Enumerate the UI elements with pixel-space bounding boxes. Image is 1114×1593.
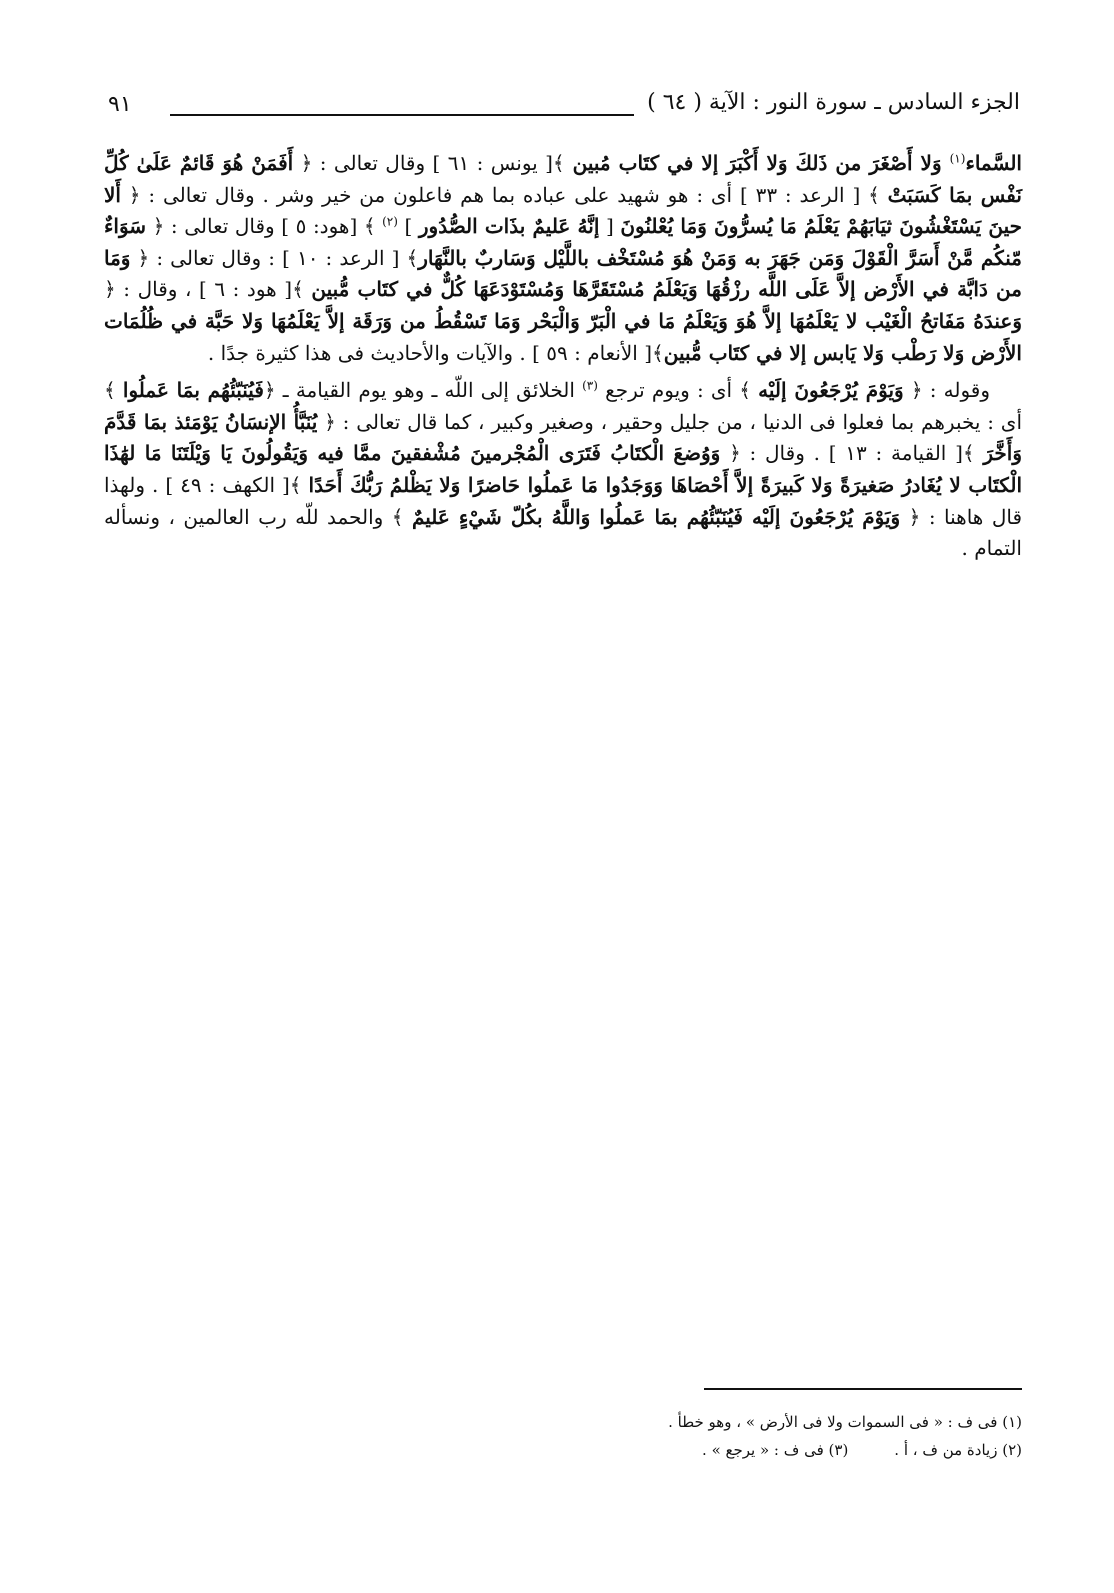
commentary-text: ﴾[ الأنعام : ٥٩ ] . والآيات والأحاديث فى هذا كثيرة جدًا . xyxy=(207,340,664,365)
commentary-text: الخلائق إلى اللّه ـ وهو يوم القيامة ـ ﴿ xyxy=(263,378,583,403)
commentary-text: ﴾ [ الرعد : ٣٣ ] أى : هو شهيد على عباده بما هم فاعلون من خير وشر . وقال تعالى : ﴿ xyxy=(120,182,888,207)
quran-quote: وَلا أَصْغَرَ من ذَلكَ وَلا أَكْبَرَ إلا في كتَاب مُبين xyxy=(564,151,950,175)
footnote-rule xyxy=(704,1388,1022,1390)
footnote-row xyxy=(602,1436,1022,1464)
paragraph xyxy=(104,375,1022,565)
page-number: ٩١ xyxy=(108,92,132,117)
quran-quote: سَوَاءٌ مّنكُم مَّنْ أَسَرَّ الْقَوْلَ وَمَن جَهَرَ به وَمَنْ هُوَ مُسْتَخْف باللَّيْل وَسَاربٌ بالنَّهَار xyxy=(104,214,1022,270)
quran-quote: وَعندَهُ مَفَاتحُ الْغَيْب لا يَعْلَمُهَا إلاَّ هُوَ وَيَعْلَمُ مَا في الْبَرّ وَالْبَحْر وَمَا تَسْقُطُ من وَرَقَة إلاَّ يَعْلَمُهَا وَلا حَبَّة في ظُلُمَات الأَرْض وَلا رَطْب وَلا يَابس إلا في كتَاب مُّبين xyxy=(104,308,1022,365)
footnote-1: (١) فى ف : « فى السموات ولا فى الأرض » ، وهو خطأ . xyxy=(668,1413,1022,1431)
commentary-text: ﴾[ هود : ٦ ] ، وقال : ﴿ xyxy=(104,277,312,302)
commentary-text: ﴾[ القيامة : ١٣ ] . وقال : ﴿ xyxy=(720,441,984,466)
footnote-marker: (٢) xyxy=(382,214,398,229)
header-title: الجزء السادس ـ سورة النور : الآية ( ٦٤ ) xyxy=(647,90,1020,115)
quran-quote: وَيَوْمَ يُرْجَعُونَ إلَيْه xyxy=(758,378,904,403)
header-rule xyxy=(170,114,634,116)
commentary-text: ﴾ [ الرعد : ١٠ ] : وقال تعالى : ﴿ xyxy=(130,245,419,270)
body-text xyxy=(104,148,1022,565)
footnote-marker: (٣) xyxy=(582,378,598,393)
footnote-marker: (١) xyxy=(949,151,966,166)
commentary-text: ﴾ أى : يخبرهم بما فعلوا فى الدنيا ، من جليل وحقير ، وصغير وكبير ، كما قال تعالى : ﴿ xyxy=(104,378,1023,434)
quran-quote: إنَّهُ عَليمٌ بذَات الصُّدُور xyxy=(418,214,600,239)
commentary-text: ﴾[ يونس : ٦١ ] وقال تعالى : ﴿ xyxy=(293,151,565,175)
quran-quote: وَوُضعَ الْكتَابُ فَتَرَى الْمُجْرمينَ مُشْفقينَ ممَّا فيه وَيَقُولُونَ يَا وَيْلَتَنَا مَا لهَٰذَا الْكتَاب لا يُغَادرُ صَغيرَةً وَلا كَبيرَةً إلاَّ أَحْصَاهَا وَوَجَدُوا مَا عَملُوا حَاضرًا وَلا يَظْلمُ رَبُّكَ أَحَدًا xyxy=(104,441,1022,497)
quran-quote: أَفَمَنْ هُوَ قَائمٌ عَلَىٰ كُلِّ نَفْس بمَا كَسَبَتْ xyxy=(104,151,1022,207)
commentary-text: ﴾[ الكهف : ٤٩ ] . ولهذا قال هاهنا : ﴿ xyxy=(104,472,1022,529)
commentary-text: ] xyxy=(397,214,419,239)
quran-quote: يُنَبَّأُ الإنسَانُ يَوْمَئذ بمَا قَدَّمَ وَأَخَّرَ xyxy=(104,409,1022,466)
commentary-text: ﴾ أى : ويوم ترجع xyxy=(597,378,759,403)
commentary-text: ﴾ والحمد للّه رب العالمين ، ونسأله التمام . xyxy=(104,504,1022,561)
footnotes xyxy=(602,1408,1022,1464)
paragraph xyxy=(104,148,1022,369)
commentary-text: وقوله : ﴿ xyxy=(903,378,991,403)
quran-quote: فَيُنَبّئُهُم بمَا عَملُوا xyxy=(122,378,264,403)
quran-quote: السَّماء xyxy=(965,151,1022,175)
commentary-text: ﴾ [هود: ٥ ] وقال تعالى : ﴿ xyxy=(146,214,383,239)
commentary-text: [ xyxy=(599,214,621,239)
quran-quote: وَمَا من دَابَّة في الأَرْض إلاَّ عَلَى اللَّه رزْقُهَا وَيَعْلَمُ مُسْتَقَرَّهَا وَمُسْتَوْدَعَهَا كُلٌّ في كتَاب مُّبين xyxy=(104,245,1022,302)
footnote-2: (٢) زيادة من ف ، أ . xyxy=(894,1441,1022,1459)
quran-quote: وَيَوْمَ يُرْجَعُونَ إلَيْه فَيُنَبّئُهُم بمَا عَملُوا وَاللَّهُ بكُلّ شَيْءٍ عَليمٌ xyxy=(411,504,901,529)
footnote-3: (٣) فى ف : « يرجع » . xyxy=(702,1441,849,1459)
quran-quote: أَلا حينَ يَسْتَغْشُونَ ثيَابَهُمْ يَعْلَمُ مَا يُسرُّونَ وَمَا يُعْلنُونَ xyxy=(104,182,1022,239)
running-header xyxy=(108,86,1020,126)
